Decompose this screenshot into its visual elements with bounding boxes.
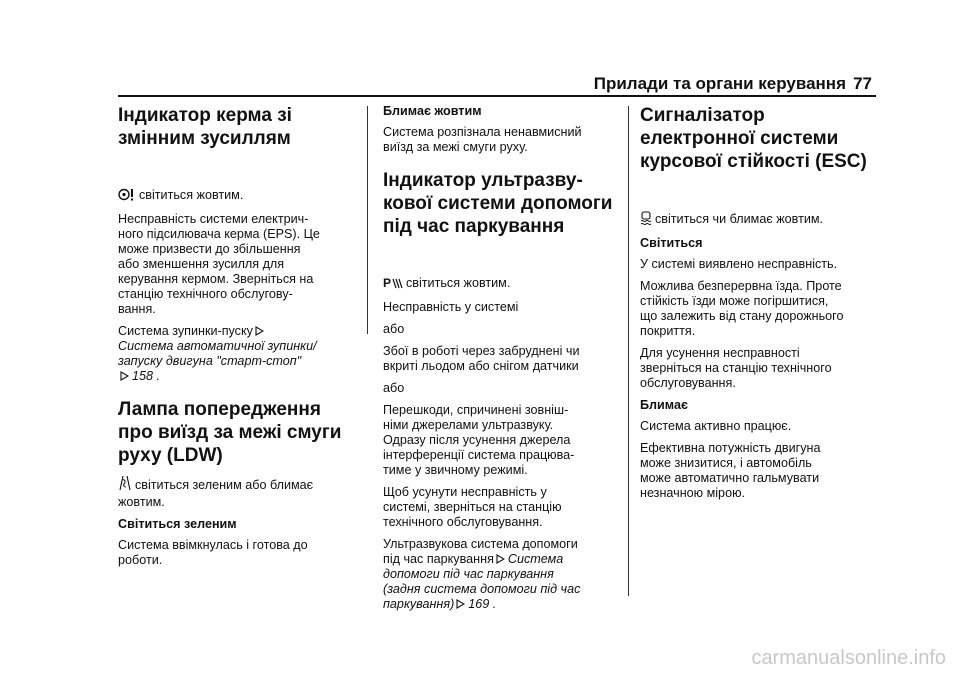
stopstart-page: 158 . bbox=[132, 369, 161, 383]
cross-reference-icon bbox=[496, 553, 505, 563]
parking-ref-page: 169 . bbox=[468, 597, 497, 611]
parking-p5-line2: під час паркування bbox=[383, 552, 494, 566]
eps-status-text: світиться жовтим. bbox=[139, 188, 244, 202]
parking-assist-icon bbox=[383, 261, 403, 293]
ldw-green-body: Система ввімкнулась і готова до роботи. bbox=[118, 538, 308, 567]
ldw-blink-heading: Блимає жовтим bbox=[383, 104, 482, 118]
parking-status bbox=[383, 246, 615, 293]
ldw-status-text: світиться зеленим або блимає жовтим. bbox=[118, 478, 314, 509]
cross-reference-icon bbox=[255, 325, 264, 335]
esc-blink-heading: Блимає bbox=[640, 398, 688, 412]
parking-status-text: світиться жовтим. bbox=[406, 276, 511, 290]
esc-icon bbox=[640, 196, 652, 229]
column-3 bbox=[640, 104, 878, 508]
ldw-heading: Лампа попередження про виїзд за межі смуги руху (LDW) bbox=[118, 399, 342, 466]
parking-ref-1: Система bbox=[507, 552, 564, 566]
page-number: 77 bbox=[853, 74, 872, 93]
esc-lit-p1: У системі виявлено несправність. bbox=[640, 257, 838, 271]
esc-heading: Сигналізатор електронної системи курсової стійкості (ESC) bbox=[640, 105, 867, 172]
esc-lit-heading: Світиться bbox=[640, 236, 703, 250]
parking-p4: Щоб усунути несправність у системі, зверніться на станцію технічного обслуговування. bbox=[383, 485, 562, 529]
watermark: carmanualsonline.info bbox=[751, 647, 946, 669]
stopstart-ref: Система автоматичної зупинки/ запуску двигуна "старт-стоп" bbox=[118, 339, 317, 368]
esc-lit-p3: Для усунення несправності зверніться на станцію технічного обслуговування. bbox=[640, 346, 832, 390]
esc-blink-p1: Система активно працює. bbox=[640, 419, 792, 433]
cross-reference-icon bbox=[120, 370, 129, 380]
parking-p1: Несправність у системі bbox=[383, 300, 519, 314]
parking-p5 bbox=[383, 537, 615, 612]
parking-p5-line1: Ультразвукова система допомоги bbox=[383, 537, 578, 551]
esc-status-text: світиться чи блимає жовтим. bbox=[655, 212, 824, 226]
page-header-title: Прилади та органи керування bbox=[593, 74, 846, 93]
esc-lit-p2: Можлива безперервна їзда. Проте стійкість їзди може погіршитися, що залежить від стану дорожнього покриття. bbox=[640, 279, 844, 338]
column-1 bbox=[118, 104, 350, 575]
ldw-status bbox=[118, 475, 350, 510]
column-2 bbox=[383, 104, 615, 619]
stopstart-paragraph bbox=[118, 324, 350, 384]
parking-p2: Збої в роботі через забруднені чи вкриті льодом або снігом датчики bbox=[383, 344, 580, 373]
parking-or-1: або bbox=[383, 322, 405, 336]
column-divider-2 bbox=[628, 106, 629, 596]
column-divider-1 bbox=[367, 106, 368, 334]
eps-status bbox=[118, 158, 350, 205]
lane-departure-icon bbox=[118, 475, 132, 495]
esc-blink-p2: Ефективна потужність двигуна може знизитися, і автомобіль може автоматично гальмувати незначною мірою. bbox=[640, 441, 821, 500]
steering-warning-icon bbox=[118, 173, 136, 205]
parking-or-2: або bbox=[383, 381, 405, 395]
ldw-blink-body: Система розпізнала ненавмисний виїзд за межі смуги руху. bbox=[383, 125, 582, 154]
parking-ref-2: допомоги під час паркування (задня система допомоги під час паркування) bbox=[383, 567, 581, 611]
parking-p3: Перешкоди, спричинені зовніш- німи джерелами ультразвуку. Одразу після усунення джерела інтерференції система працюва- тиме у звичному режимі. bbox=[383, 403, 575, 477]
esc-status bbox=[640, 181, 878, 229]
parking-heading: Індикатор ультразву- кової системи допомоги під час паркування bbox=[383, 170, 613, 237]
eps-body: Несправність системи електрич- ного підсилювача керма (EPS). Це може призвести до збільшення або зменшення зусилля для керування кермом. Зверніться на станцію технічного обслугову- вання. bbox=[118, 212, 320, 316]
eps-heading: Індикатор керма зі змінним зусиллям bbox=[118, 105, 292, 149]
ldw-green-heading: Світиться зеленим bbox=[118, 517, 237, 531]
cross-reference-icon bbox=[456, 598, 465, 608]
header-rule bbox=[118, 95, 876, 97]
svg-text:P: P bbox=[383, 276, 392, 289]
stopstart-label: Система зупинки-пуску bbox=[118, 324, 253, 338]
